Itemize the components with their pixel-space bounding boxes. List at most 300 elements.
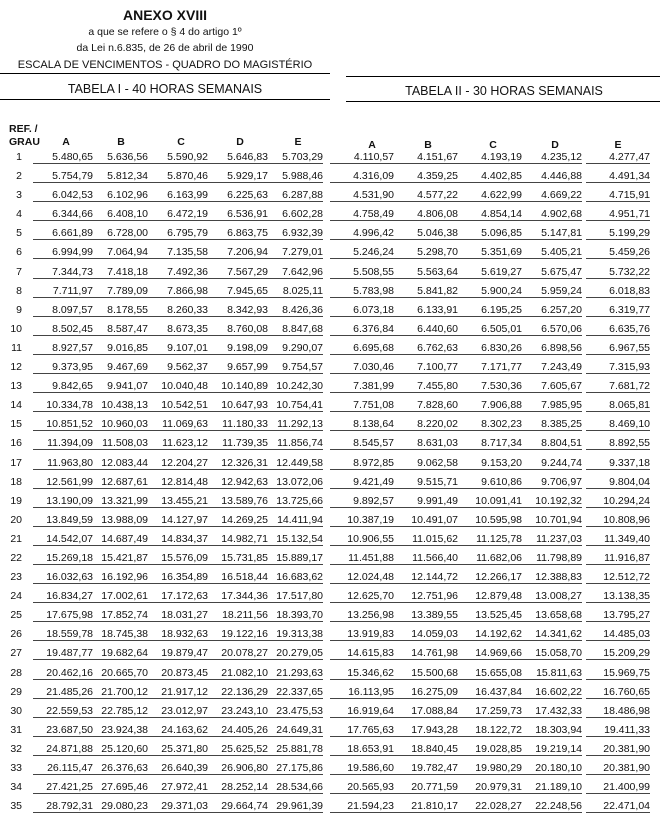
table1-cell-b: 9.941,07 (88, 380, 148, 393)
table2-cell-d: 8.385,25 (518, 418, 582, 431)
grau-number: 32 (10, 742, 22, 755)
table2-cell-b: 14.761,98 (394, 647, 458, 660)
table1-cell-a: 27.421,25 (33, 781, 93, 794)
table2-cell-d: 8.804,51 (518, 437, 582, 450)
rule-scale-bottom (0, 73, 330, 74)
table2-col-d: D (551, 139, 559, 151)
grau-number: 34 (10, 781, 22, 794)
table1-cell-c: 7.492,36 (148, 266, 208, 279)
table1-cell-c: 12.814,48 (148, 476, 208, 489)
table2-cell-e: 9.337,18 (586, 457, 650, 470)
table2-cell-b: 14.059,03 (394, 628, 458, 641)
table1-cell-c: 20.873,45 (148, 667, 208, 680)
table2-cell-d: 13.008,27 (518, 590, 582, 603)
table2-cell-c: 6.195,25 (458, 304, 522, 317)
table1-row (0, 589, 330, 608)
table1-cell-e: 17.517,80 (263, 590, 323, 603)
table1-row (0, 360, 330, 379)
table1-row (0, 245, 330, 264)
grau-number: 17 (10, 456, 22, 469)
table2-cell-a: 10.906,55 (330, 533, 394, 546)
table2-cell-e: 14.485,03 (586, 628, 650, 641)
table2-row (346, 169, 660, 188)
table2-cell-e: 13.138,35 (586, 590, 650, 603)
table2-cell-b: 19.782,47 (394, 762, 458, 775)
table1-cell-c: 10.040,48 (148, 380, 208, 393)
table2-row (346, 551, 660, 570)
table1-row (0, 436, 330, 455)
table1-cell-c: 26.640,39 (148, 762, 208, 775)
table1-row (0, 799, 330, 818)
table1-cell-b: 8.587,47 (88, 323, 148, 336)
table1-cell-d: 28.252,14 (208, 781, 268, 794)
table1-cell-a: 9.373,95 (33, 361, 93, 374)
table1-cell-e: 21.293,63 (263, 667, 323, 680)
table2-row (346, 188, 660, 207)
grau-number: 2 (16, 170, 22, 183)
table2-cell-c: 4.402,85 (458, 170, 522, 183)
table2-cell-d: 15.058,70 (518, 647, 582, 660)
table2-cell-c: 5.096,85 (458, 227, 522, 240)
grau-number: 22 (10, 551, 22, 564)
rule-table1-title (0, 99, 330, 100)
table2-cell-b: 5.046,38 (394, 227, 458, 240)
table1-cell-d: 7.945,65 (208, 285, 268, 298)
table2-row (346, 608, 660, 627)
table2-cell-e: 11.349,40 (586, 533, 650, 546)
table2-cell-a: 8.545,57 (330, 437, 394, 450)
table1-cell-c: 11.623,12 (148, 437, 208, 450)
grau-number: 14 (10, 399, 22, 412)
table1-cell-e: 7.279,01 (263, 246, 323, 259)
table1-cell-a: 8.502,45 (33, 323, 93, 336)
table2-cell-b: 7.828,60 (394, 399, 458, 412)
table2-cell-d: 18.303,94 (518, 724, 582, 737)
table1-cell-b: 7.789,09 (88, 285, 148, 298)
table1-cell-e: 14.411,94 (263, 514, 323, 527)
table2-col-c: C (489, 139, 497, 151)
grau-number: 30 (10, 704, 22, 717)
grau-number: 10 (10, 322, 22, 335)
table1-row (0, 303, 330, 322)
table1-cell-a: 13.190,09 (33, 495, 93, 508)
table2-cell-b: 10.491,07 (394, 514, 458, 527)
table2-row (346, 379, 660, 398)
table2-cell-b: 12.144,72 (394, 571, 458, 584)
table1-cell-c: 7.135,58 (148, 246, 208, 259)
table2-cell-c: 22.028,27 (458, 800, 522, 813)
table1-cell-a: 10.334,78 (33, 399, 93, 412)
table1-cell-e: 9.290,07 (263, 342, 323, 355)
table1-row (0, 761, 330, 780)
table1-cell-c: 29.371,03 (148, 800, 208, 813)
table2-row (346, 627, 660, 646)
table1-cell-b: 17.852,74 (88, 609, 148, 622)
table2-row (346, 646, 660, 665)
table1-cell-d: 8.342,93 (208, 304, 268, 317)
table1-cell-a: 24.871,88 (33, 743, 93, 756)
table2-cell-b: 15.500,68 (394, 667, 458, 680)
table1-cell-a: 18.559,78 (33, 628, 93, 641)
table1-cell-c: 5.590,92 (148, 151, 208, 164)
table2-row (346, 742, 660, 761)
table1-cell-c: 24.163,62 (148, 724, 208, 737)
table2-cell-d: 6.570,06 (518, 323, 582, 336)
table1-cell-e: 13.725,66 (263, 495, 323, 508)
table2-cell-e: 4.951,71 (586, 208, 650, 221)
table1-cell-d: 11.739,35 (208, 437, 268, 450)
table1-cell-a: 10.851,52 (33, 418, 93, 431)
table1-row (0, 169, 330, 188)
table1-cell-e: 7.642,96 (263, 266, 323, 279)
table1-cell-b: 26.376,63 (88, 762, 148, 775)
table1-cell-a: 14.542,07 (33, 533, 93, 546)
table2-row (346, 303, 660, 322)
grau-number: 15 (10, 418, 22, 431)
table1-cell-e: 10.242,30 (263, 380, 323, 393)
table1-cell-c: 25.371,80 (148, 743, 208, 756)
table1-cell-d: 8.760,08 (208, 323, 268, 336)
table1-cell-b: 8.178,55 (88, 304, 148, 317)
table2-row (346, 226, 660, 245)
table2-cell-a: 9.421,49 (330, 476, 394, 489)
table1-row (0, 646, 330, 665)
grau-number: 19 (10, 494, 22, 507)
table2-cell-c: 12.879,48 (458, 590, 522, 603)
table1-cell-a: 6.661,89 (33, 227, 93, 240)
table1-cell-b: 23.924,38 (88, 724, 148, 737)
table1-cell-b: 10.438,13 (88, 399, 148, 412)
table2-row (346, 341, 660, 360)
table1-cell-b: 5.636,56 (88, 151, 148, 164)
table2-cell-d: 4.235,12 (518, 151, 582, 164)
table2-cell-d: 7.243,49 (518, 361, 582, 374)
table1-cell-e: 27.175,86 (263, 762, 323, 775)
table1-cell-b: 6.728,00 (88, 227, 148, 240)
table2-cell-b: 17.943,28 (394, 724, 458, 737)
table1-cell-b: 12.687,61 (88, 476, 148, 489)
table2-cell-a: 19.586,60 (330, 762, 394, 775)
table2-row (346, 799, 660, 818)
table1-cell-d: 12.326,31 (208, 457, 268, 470)
grau-number: 24 (10, 590, 22, 603)
table2-cell-e: 8.892,55 (586, 437, 650, 450)
table1-cell-e: 6.287,88 (263, 189, 323, 202)
table1-cell-d: 25.625,52 (208, 743, 268, 756)
table2-cell-d: 11.798,89 (518, 552, 582, 565)
table1-cell-c: 13.455,21 (148, 495, 208, 508)
table1-row (0, 570, 330, 589)
table2-row (346, 532, 660, 551)
table2-cell-e: 10.808,96 (586, 514, 650, 527)
table1-cell-a: 21.485,26 (33, 686, 93, 699)
table2-cell-c: 13.525,45 (458, 609, 522, 622)
table1-cell-e: 8.426,36 (263, 304, 323, 317)
table2-cell-d: 9.244,74 (518, 457, 582, 470)
table1-cell-c: 12.204,27 (148, 457, 208, 470)
table2-cell-e: 13.795,27 (586, 609, 650, 622)
table2-row (346, 322, 660, 341)
table2-row (346, 570, 660, 589)
table1-cell-b: 18.745,38 (88, 628, 148, 641)
table1-cell-b: 27.695,46 (88, 781, 148, 794)
table1-cell-e: 8.025,11 (263, 285, 323, 298)
table1-row (0, 341, 330, 360)
table1-cell-e: 20.279,05 (263, 647, 323, 660)
table2-cell-b: 9.515,71 (394, 476, 458, 489)
table1-cell-c: 9.562,37 (148, 361, 208, 374)
table2-cell-d: 5.675,47 (518, 266, 582, 279)
table2-cell-d: 15.811,63 (518, 667, 582, 680)
table2-cell-d: 4.902,68 (518, 208, 582, 221)
table1-cell-d: 17.344,36 (208, 590, 268, 603)
table1-cell-c: 14.834,37 (148, 533, 208, 546)
grau-number: 31 (10, 723, 22, 736)
table1-cell-b: 17.002,61 (88, 590, 148, 603)
grau-number: 18 (10, 475, 22, 488)
table2-cell-a: 15.346,62 (330, 667, 394, 680)
table2-cell-d: 5.959,24 (518, 285, 582, 298)
table1-cell-b: 25.120,60 (88, 743, 148, 756)
table2-cell-c: 17.259,73 (458, 705, 522, 718)
table2-cell-d: 20.180,10 (518, 762, 582, 775)
table1-cell-d: 19.122,16 (208, 628, 268, 641)
table2-cell-a: 13.919,83 (330, 628, 394, 641)
table1-cell-d: 7.567,29 (208, 266, 268, 279)
table1-cell-a: 19.487,77 (33, 647, 93, 660)
table2-row (346, 704, 660, 723)
table2-cell-c: 4.622,99 (458, 189, 522, 202)
table2-cell-e: 8.469,10 (586, 418, 650, 431)
table2-row (346, 761, 660, 780)
table2-row (346, 360, 660, 379)
table1-cell-e: 12.449,58 (263, 457, 323, 470)
table1-cell-d: 23.243,10 (208, 705, 268, 718)
table2-cell-c: 7.906,88 (458, 399, 522, 412)
table2-cell-c: 7.171,77 (458, 361, 522, 374)
table1-cell-d: 18.211,56 (208, 609, 268, 622)
table2-cell-e: 20.381,90 (586, 762, 650, 775)
table1-cell-c: 18.932,63 (148, 628, 208, 641)
grau-number: 35 (10, 800, 22, 813)
table2-cell-b: 13.389,55 (394, 609, 458, 622)
table1-cell-c: 11.069,63 (148, 418, 208, 431)
table1-cell-c: 23.012,97 (148, 705, 208, 718)
table1-cell-d: 5.646,83 (208, 151, 268, 164)
table1-cell-d: 13.589,76 (208, 495, 268, 508)
table1-cell-a: 22.559,53 (33, 705, 93, 718)
table2-cell-b: 17.088,84 (394, 705, 458, 718)
table2-row (346, 207, 660, 226)
table1-cell-a: 6.042,53 (33, 189, 93, 202)
table2-cell-b: 4.577,22 (394, 189, 458, 202)
table1-cell-d: 12.942,63 (208, 476, 268, 489)
table1-cell-b: 9.016,85 (88, 342, 148, 355)
table2-cell-a: 21.594,23 (330, 800, 394, 813)
rule-table2-title (346, 101, 660, 102)
table1-cell-a: 7.344,73 (33, 266, 93, 279)
table2-cell-a: 16.113,95 (330, 686, 394, 699)
table1-cell-e: 13.072,06 (263, 476, 323, 489)
table1-cell-a: 16.834,27 (33, 590, 93, 603)
table2-cell-d: 11.237,03 (518, 533, 582, 546)
table1-cell-e: 22.337,65 (263, 686, 323, 699)
table2-cell-b: 9.062,58 (394, 457, 458, 470)
table2-cell-b: 18.840,45 (394, 743, 458, 756)
table2-row (346, 475, 660, 494)
table1-cell-a: 17.675,98 (33, 609, 93, 622)
grau-number: 21 (10, 532, 22, 545)
table2-cell-e: 19.411,33 (586, 724, 650, 737)
table2-cell-c: 5.619,27 (458, 266, 522, 279)
table2-cell-a: 6.073,18 (330, 304, 394, 317)
table1-cell-a: 26.115,47 (33, 762, 93, 775)
table2-row (346, 685, 660, 704)
table2-cell-e: 7.315,93 (586, 361, 650, 374)
table1-col-a: A (62, 136, 70, 148)
table1-cell-d: 9.198,09 (208, 342, 268, 355)
table2-cell-b: 4.359,25 (394, 170, 458, 183)
table1-row (0, 608, 330, 627)
table1-body (0, 150, 330, 813)
table2-row (346, 513, 660, 532)
table1-cell-e: 15.889,17 (263, 552, 323, 565)
grau-number: 29 (10, 685, 22, 698)
grau-number: 1 (16, 151, 22, 163)
table1-cell-a: 16.032,63 (33, 571, 93, 584)
table1-row (0, 150, 330, 169)
grau-number: 5 (16, 227, 22, 240)
table1-row (0, 475, 330, 494)
table2-row (346, 284, 660, 303)
table1-cell-e: 16.683,62 (263, 571, 323, 584)
table1-cell-e: 5.703,29 (263, 151, 323, 164)
table1-cell-c: 10.542,51 (148, 399, 208, 412)
table2-cell-c: 8.302,23 (458, 418, 522, 431)
table1-cell-a: 6.344,66 (33, 208, 93, 221)
table1-row (0, 398, 330, 417)
table1-cell-b: 6.408,10 (88, 208, 148, 221)
table2-cell-c: 16.437,84 (458, 686, 522, 699)
grau-number: 23 (10, 571, 22, 584)
table2-cell-c: 10.595,98 (458, 514, 522, 527)
table1-cell-a: 8.927,57 (33, 342, 93, 355)
table1-cell-b: 10.960,03 (88, 418, 148, 431)
table1-cell-a: 15.269,18 (33, 552, 93, 565)
grau-number: 7 (16, 265, 22, 278)
table2-cell-b: 7.455,80 (394, 380, 458, 393)
table2-row (346, 265, 660, 284)
table1-cell-a: 5.754,79 (33, 170, 93, 183)
table1-cell-b: 20.665,70 (88, 667, 148, 680)
table2-cell-c: 14.969,66 (458, 647, 522, 660)
table2-cell-e: 5.459,26 (586, 246, 650, 259)
table2-cell-a: 8.972,85 (330, 457, 394, 470)
table1-row (0, 456, 330, 475)
table1-cell-e: 11.856,74 (263, 437, 323, 450)
table1-cell-d: 10.647,93 (208, 399, 268, 412)
table2-cell-a: 13.256,98 (330, 609, 394, 622)
table1-cell-a: 20.462,16 (33, 667, 93, 680)
table2-cell-d: 7.605,67 (518, 380, 582, 393)
table1-cell-e: 25.881,78 (263, 743, 323, 756)
table1-cell-e: 19.313,38 (263, 628, 323, 641)
table1-row (0, 188, 330, 207)
table2-cell-c: 5.900,24 (458, 285, 522, 298)
table2-cell-c: 19.028,85 (458, 743, 522, 756)
table2-cell-a: 7.381,99 (330, 380, 394, 393)
table2-cell-e: 4.715,91 (586, 189, 650, 202)
grau-number: 12 (10, 361, 22, 374)
table1-cell-b: 7.418,18 (88, 266, 148, 279)
table2-cell-b: 20.771,59 (394, 781, 458, 794)
table1-row (0, 417, 330, 436)
table2-cell-a: 17.765,63 (330, 724, 394, 737)
table2-cell-e: 10.294,24 (586, 495, 650, 508)
table1-cell-e: 10.754,41 (263, 399, 323, 412)
table2-cell-a: 5.783,98 (330, 285, 394, 298)
table2-cell-d: 14.341,62 (518, 628, 582, 641)
table2-cell-c: 6.505,01 (458, 323, 522, 336)
table2-cell-c: 18.122,72 (458, 724, 522, 737)
table2-cell-c: 4.193,19 (458, 151, 522, 164)
table1-cell-d: 16.518,44 (208, 571, 268, 584)
table1-cell-e: 24.649,31 (263, 724, 323, 737)
table1-col-b: B (117, 136, 125, 148)
grau-number: 11 (11, 341, 22, 354)
table1-row (0, 723, 330, 742)
table2-cell-b: 4.151,67 (394, 151, 458, 164)
table1-cell-c: 15.576,09 (148, 552, 208, 565)
table1-cell-d: 6.225,63 (208, 189, 268, 202)
table1-row (0, 207, 330, 226)
table2-cell-b: 11.015,62 (394, 533, 458, 546)
table1-row (0, 513, 330, 532)
table2-col-b: B (424, 139, 432, 151)
table2-cell-b: 11.566,40 (394, 552, 458, 565)
grau-number: 28 (10, 666, 22, 679)
table1-cell-d: 6.536,91 (208, 208, 268, 221)
table2-cell-c: 14.192,62 (458, 628, 522, 641)
table2-cell-d: 6.898,56 (518, 342, 582, 355)
table2-cell-e: 21.400,99 (586, 781, 650, 794)
table2-cell-c: 7.530,36 (458, 380, 522, 393)
table2-cell-a: 8.138,64 (330, 418, 394, 431)
table1-cell-e: 15.132,54 (263, 533, 323, 546)
table2-cell-e: 15.209,29 (586, 647, 650, 660)
grau-number: 9 (16, 303, 22, 316)
table1-cell-c: 16.354,89 (148, 571, 208, 584)
table2-row (346, 780, 660, 799)
table2-cell-c: 9.153,20 (458, 457, 522, 470)
table2-cell-d: 16.602,22 (518, 686, 582, 699)
table1-cell-d: 7.206,94 (208, 246, 268, 259)
table2-cell-b: 5.563,64 (394, 266, 458, 279)
table1-cell-b: 6.102,96 (88, 189, 148, 202)
table2-cell-b: 6.762,63 (394, 342, 458, 355)
table2-cell-a: 7.030,46 (330, 361, 394, 374)
grau-number: 13 (10, 380, 22, 393)
table2-cell-a: 4.316,09 (330, 170, 394, 183)
table1-row (0, 685, 330, 704)
table1-cell-e: 23.475,53 (263, 705, 323, 718)
table2-cell-a: 6.695,68 (330, 342, 394, 355)
table1-cell-a: 9.842,65 (33, 380, 93, 393)
table1-cell-d: 11.180,33 (208, 418, 268, 431)
table1-cell-d: 5.929,17 (208, 170, 268, 183)
table2-cell-b: 6.440,60 (394, 323, 458, 336)
table2-cell-e: 6.967,55 (586, 342, 650, 355)
